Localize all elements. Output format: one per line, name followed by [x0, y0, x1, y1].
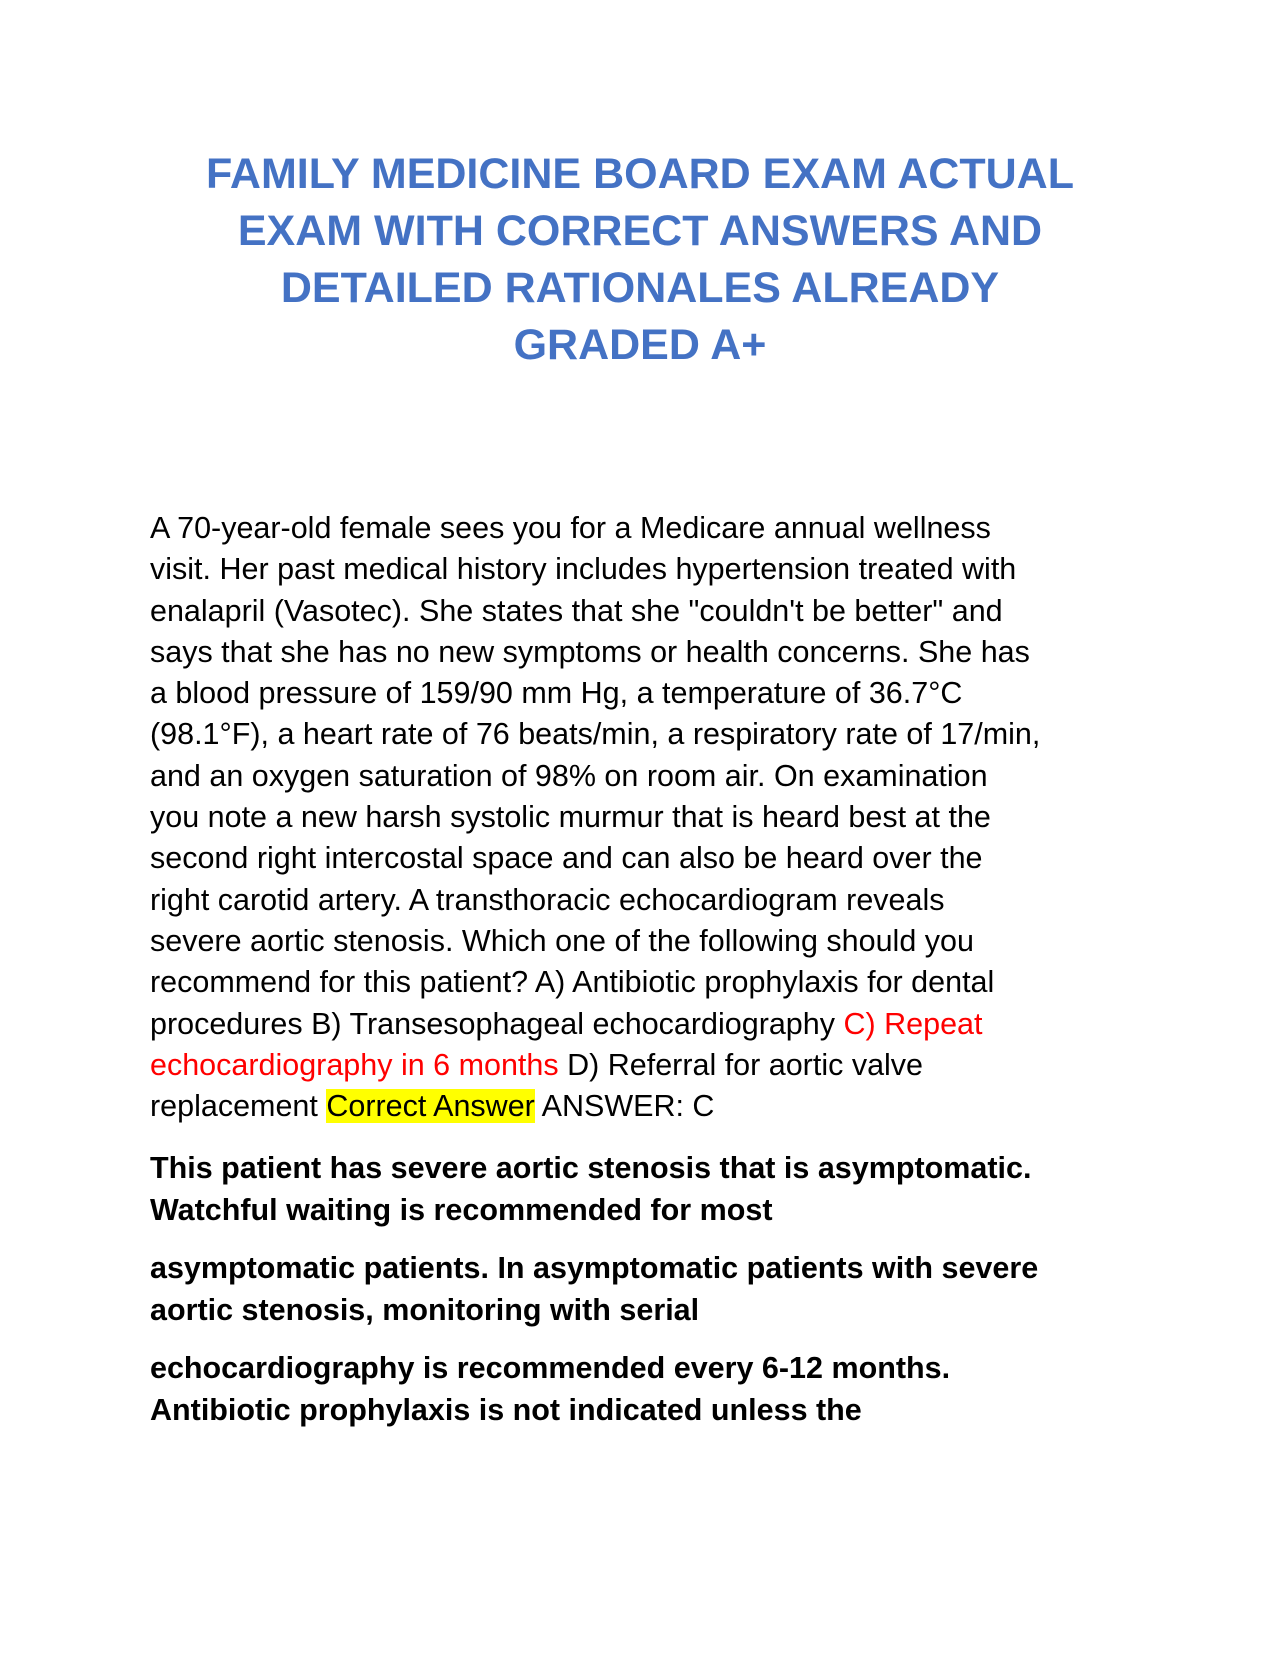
question-line: visit. Her past medical history includes hypertension treated with	[150, 552, 1017, 587]
rationale-line: aortic stenosis, monitoring with serial	[150, 1292, 700, 1327]
option-b-text: procedures B) Transesophageal echocardiography	[150, 1006, 844, 1041]
document-title	[130, 146, 1150, 374]
rationale-line: echocardiography is recommended every 6-12 months.	[150, 1351, 951, 1385]
question-line	[150, 1086, 1130, 1127]
title-line: GRADED A+	[513, 321, 767, 369]
question-line: and an oxygen saturation of 98% on room air. On examination	[150, 758, 988, 793]
question-paragraph	[150, 508, 1130, 1127]
question-line: right carotid artery. A transthoracic echocardiogram reveals	[150, 882, 945, 917]
rationale-line: Antibiotic prophylaxis is not indicated unless the	[150, 1392, 862, 1427]
question-line	[150, 1004, 1130, 1045]
correct-answer-highlight: Correct Answer	[326, 1089, 535, 1124]
rationale-paragraph	[150, 1148, 1140, 1231]
rationale-line: This patient has severe aortic stenosis that is asymptomatic.	[150, 1151, 1032, 1185]
correct-option-text: echocardiography in 6 months	[150, 1047, 559, 1082]
rationale-line: Watchful waiting is recommended for most	[150, 1192, 773, 1227]
rationale-paragraph	[150, 1348, 1140, 1431]
rationale-paragraph	[150, 1248, 1140, 1331]
question-line: enalapril (Vasotec). She states that she "couldn't be better" and	[150, 593, 1003, 628]
title-line: DETAILED RATIONALES ALREADY	[280, 264, 1000, 312]
question-line	[150, 1045, 1130, 1086]
answer-label: ANSWER: C	[534, 1089, 715, 1124]
question-line: recommend for this patient? A) Antibiotic prophylaxis for dental	[150, 965, 995, 1000]
question-line: A 70-year-old female sees you for a Medicare annual wellness	[150, 511, 991, 545]
rationale-line: asymptomatic patients. In asymptomatic patients with severe	[150, 1251, 1039, 1285]
question-line: (98.1°F), a heart rate of 76 beats/min, a respiratory rate of 17/min,	[150, 717, 1041, 752]
title-line: EXAM WITH CORRECT ANSWERS AND	[237, 207, 1043, 255]
title-line: FAMILY MEDICINE BOARD EXAM ACTUAL	[206, 150, 1074, 198]
question-line: severe aortic stenosis. Which one of the following should you	[150, 923, 974, 958]
question-line: you note a new harsh systolic murmur that is heard best at the	[150, 800, 991, 835]
question-line: a blood pressure of 159/90 mm Hg, a temperature of 36.7°C	[150, 676, 963, 711]
option-d-text: replacement	[150, 1089, 327, 1124]
question-line: second right intercostal space and can also be heard over the	[150, 841, 983, 876]
question-line: says that she has no new symptoms or health concerns. She has	[150, 634, 1030, 669]
correct-option-text: C) Repeat	[843, 1006, 983, 1041]
option-d-text: D) Referral for aortic valve	[558, 1047, 924, 1082]
